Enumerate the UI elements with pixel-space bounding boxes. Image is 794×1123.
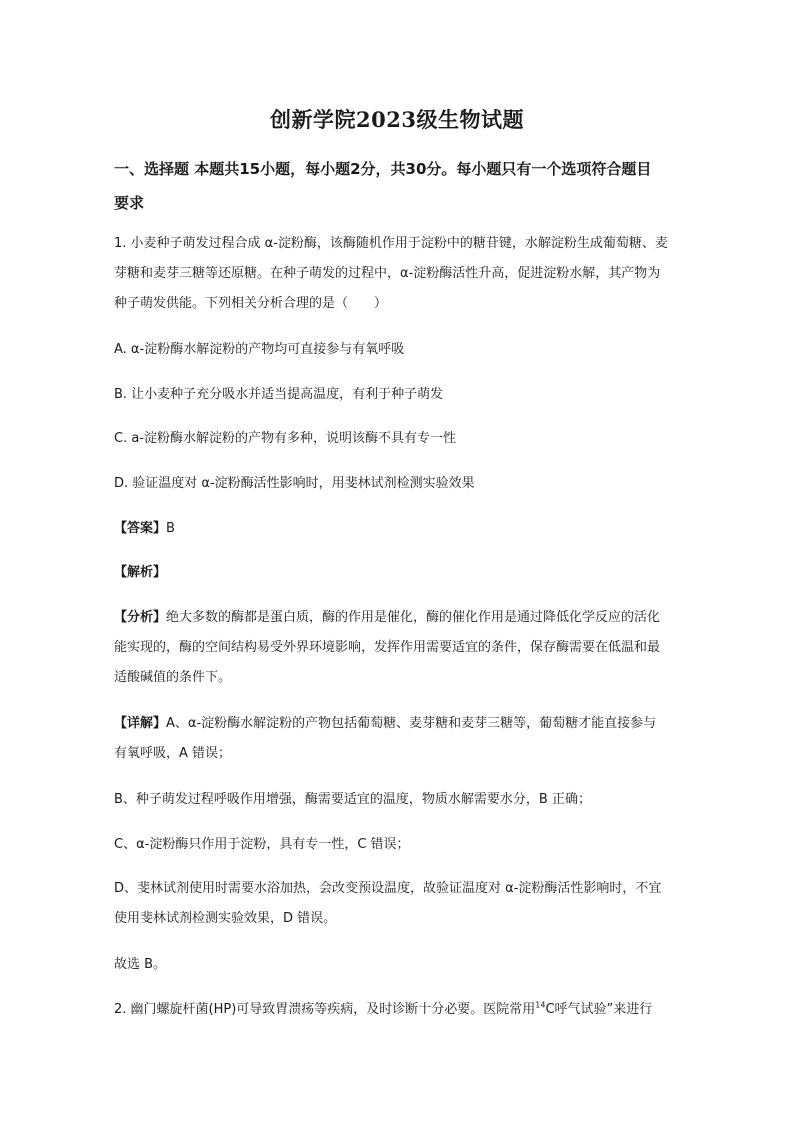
fenxi-paragraph <box>114 603 704 693</box>
stem-line: 1. 小麦种子萌发过程合成 α-淀粉酶，该酶随机作用于淀粉中的糖苷键，水解淀粉生成葡萄糖、麦 <box>114 236 668 251</box>
option-a: A. α-淀粉酶水解淀粉的产物均可直接参与有氧呼吸 <box>114 342 405 357</box>
fenxi-line: 能实现的，酶的空间结构易受外界环境影响，发挥作用需要适宜的条件，保存酶需要在低温和最 <box>114 640 661 655</box>
answer-label: 【答案】 <box>114 521 167 536</box>
fenxi-line: 【分析】绝大多数的酶都是蛋白质，酶的作用是催化，酶的催化作用是通过降低化学反应的活化 <box>114 610 661 625</box>
option-b: B. 让小麦种子充分吸水并适当提高温度，有利于种子萌发 <box>114 387 444 402</box>
option-d: D. 验证温度对 α-淀粉酶活性影响时，用斐林试剂检测实验效果 <box>114 476 475 491</box>
section-heading-line: 要求 <box>114 194 145 212</box>
page-title: 创新学院2023级生物试题 <box>270 107 524 132</box>
fenxi-label: 【分析】 <box>114 610 167 625</box>
question-1-stem <box>114 229 704 319</box>
detail-line: 【详解】A、α-淀粉酶水解淀粉的产物包括葡萄糖、麦芽糖和麦芽三糖等，葡萄糖才能直接参与 <box>114 716 657 731</box>
detail-a <box>114 709 704 769</box>
conclusion: 故选 B。 <box>114 957 167 972</box>
section-heading-line: 一、选择题 本题共15小题，每小题2分，共30分。每小题只有一个选项符合题目 <box>114 160 652 178</box>
stem-line: 芽糖和麦芽三糖等还原糖。在种子萌发的过程中，α-淀粉酶活性升高，促进淀粉水解，其产物为 <box>114 266 661 281</box>
detail-d <box>114 874 704 934</box>
question-2-stem: 2. 幽门螺旋杆菌(HP)可导致胃溃疡等疾病，及时诊断十分必要。医院常用$^{14}$C呼气试验”来进行 <box>114 1000 653 1017</box>
detail-line: D、斐林试剂使用时需要水浴加热，会改变预设温度，故验证温度对 α-淀粉酶活性影响时，不宜 <box>114 881 662 896</box>
detail-line: 使用斐林试剂检测实验效果，D 错误。 <box>114 911 337 926</box>
fenxi-line: 适酸碱值的条件下。 <box>114 670 232 685</box>
analysis-label: 【解析】 <box>114 565 167 580</box>
stem-line: 种子萌发供能。下列相关分析合理的是（ ） <box>114 296 388 311</box>
detail-label: 【详解】 <box>114 716 167 731</box>
option-c: C. a-淀粉酶水解淀粉的产物有多种，说明该酶不具有专一性 <box>114 431 456 446</box>
answer-line <box>114 514 704 544</box>
detail-line: 有氧呼吸，A 错误； <box>114 746 232 761</box>
isotope-superscript: 14 <box>535 1000 546 1010</box>
detail-c: C、α-淀粉酶只作用于淀粉，具有专一性，C 错误； <box>114 837 410 852</box>
section-heading <box>114 152 714 220</box>
detail-b: B、种子萌发过程呼吸作用增强，酶需要适宜的温度，物质水解需要水分，B 正确； <box>114 792 591 807</box>
answer-value: B <box>166 521 175 536</box>
